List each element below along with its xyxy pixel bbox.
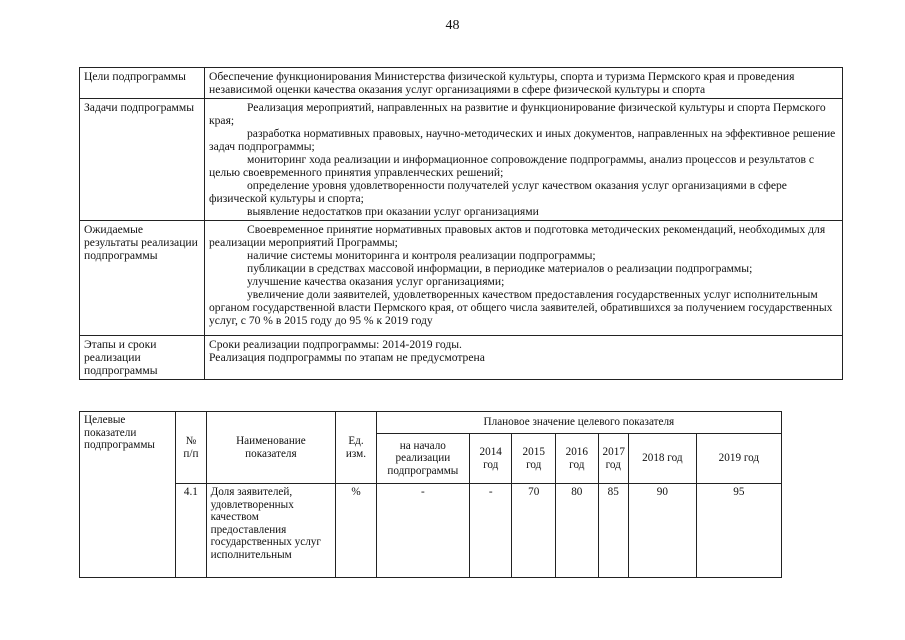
passport-row-goals [80, 68, 843, 99]
passport-row-tasks [80, 99, 843, 221]
value-cell: 80 [556, 484, 599, 578]
row-label: Ожидаемые результаты реализации подпрограммы [80, 221, 205, 336]
paragraph: улучшение качества оказания услуг организациями; [247, 275, 505, 288]
paragraph: разработка нормативных правовых, научно-методических и иных документов, направленных на эффективное решение задач подпрограммы; [209, 127, 836, 153]
subheader-col: 2014 год [469, 434, 512, 484]
paragraph: публикации в средствах массовой информации, в периодике материалов о реализации подпрограммы; [247, 262, 753, 275]
subheader-col: 2017 год [598, 434, 628, 484]
paragraph: Обеспечение функционирования Министерства физической культуры, спорта и туризма Пермского края и проведения независимой оценки качества оказания услуг организациями в сфере физической культуры и спорта [209, 70, 795, 96]
row-content [205, 99, 843, 221]
paragraph: выявление недостатков при оказании услуг организациями [247, 205, 539, 218]
value-cell: 95 [696, 484, 781, 578]
row-label: Задачи подпрограммы [80, 99, 205, 221]
header-num: № п/п [176, 412, 206, 484]
row-content [205, 221, 843, 336]
header-name: Наименование показателя [206, 412, 336, 484]
indicator-name: Доля заявителей, удовлетворенных качеством предоставления государственных услуг исполнительным [206, 484, 336, 578]
value-cell: 85 [598, 484, 628, 578]
paragraph: Сроки реализации подпрограммы: 2014-2019 годы. [209, 338, 462, 351]
paragraph: наличие системы мониторинга и контроля реализации подпрограммы; [247, 249, 596, 262]
paragraph: мониторинг хода реализации и информационное сопровождение подпрограммы, анализ процессов и результатов с целью своевременного принятия управленческих решений; [209, 153, 815, 179]
row-content [205, 336, 843, 380]
subprogram-passport-table [79, 67, 843, 380]
targets-label: Целевые показатели подпрограммы [80, 412, 176, 578]
unit: % [336, 484, 377, 578]
row-content [205, 68, 843, 99]
row-num: 4.1 [176, 484, 206, 578]
subheader-col: 2019 год [696, 434, 781, 484]
header-plan: Плановое значение целевого показателя [376, 412, 781, 434]
value-cell: - [376, 484, 469, 578]
paragraph: Реализация подпрограммы по этапам не предусмотрена [209, 351, 485, 364]
value-cell: 90 [628, 484, 696, 578]
subheader-col: 2016 год [556, 434, 599, 484]
subheader-col: 2018 год [628, 434, 696, 484]
targets-header-row [80, 412, 782, 434]
row-label: Цели подпрограммы [80, 68, 205, 99]
row-label: Этапы и сроки реализации подпрограммы [80, 336, 205, 380]
page-number: 48 [445, 18, 460, 33]
paragraph: определение уровня удовлетворенности получателей услуг качеством оказания услуг организациями в сфере физической культуры и спорта; [209, 179, 787, 205]
value-cell: - [469, 484, 512, 578]
paragraph: Реализация мероприятий, направленных на развитие и функционирование физической культуры и спорта Пермского края; [209, 101, 826, 127]
subheader-col: 2015 год [512, 434, 556, 484]
passport-row-stages [80, 336, 843, 380]
paragraph: увеличение доли заявителей, удовлетворенных качеством предоставления государственных услуг исполнительным органом государственной власти Пермского края, от общего числа заявителей, обратившихся за получением государственных услуг, с 70 % в 2015 году до 95 % к 2019 году [209, 288, 833, 327]
value-cell: 70 [512, 484, 556, 578]
target-indicators-table [79, 411, 782, 578]
header-unit: Ед. изм. [336, 412, 377, 484]
subheader-col: на начало реализации подпрограммы [376, 434, 469, 484]
passport-row-expected-results [80, 221, 843, 336]
table-row [80, 484, 782, 578]
paragraph: Своевременное принятие нормативных правовых актов и подготовка методических рекомендаций, необходимых для реализации мероприятий Программы; [209, 223, 826, 249]
